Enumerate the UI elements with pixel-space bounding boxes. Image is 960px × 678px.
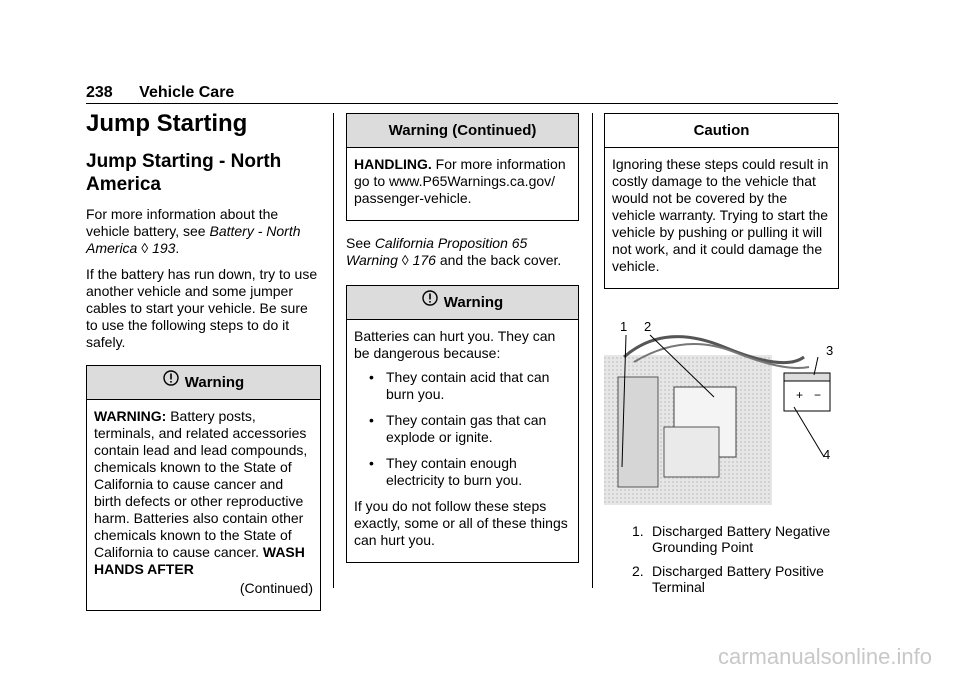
battery-illustration (604, 317, 839, 517)
see-reference (346, 235, 579, 269)
callout-4: 4 (823, 447, 831, 462)
caution-heading: Caution (605, 114, 838, 148)
watermark: carmanualsonline.info (717, 644, 932, 669)
see-text: See (346, 235, 375, 251)
list-item: • They contain enough electricity to burn you. (354, 455, 571, 489)
intro-paragraph (86, 206, 321, 257)
list-item (604, 523, 839, 555)
continued-heading: Warning (Continued) (347, 114, 578, 148)
warning-main-text: Battery posts, terminals, and related accessories contain lead and lead compounds, chemicals known to the State of California to cause cancer and birth defects or other reproductive harm. Batteries also contain other chemicals known to the State of California to cause cancer. (94, 408, 308, 560)
batteries-warning-body (347, 320, 578, 562)
section-heading: Jump Starting - North America (86, 151, 282, 195)
warning-body (87, 400, 320, 610)
page-ref-arrow: ◊ (141, 240, 149, 256)
batteries-warning-heading (347, 286, 578, 320)
page-title: Jump Starting (86, 110, 248, 137)
list-item: • They contain acid that can burn you. (354, 369, 571, 403)
legend-number: 1. (632, 523, 644, 539)
battery-link[interactable]: Battery - North America (86, 223, 301, 256)
legend-text: Discharged Battery Negative Grounding Point (652, 523, 831, 555)
intro-period: . (175, 240, 180, 256)
header-rule (86, 103, 838, 104)
callout-2: 2 (644, 319, 652, 334)
warning-heading-text: Warning (184, 374, 245, 391)
legend-number: 2. (632, 563, 644, 579)
continued-main-text: For more information go to www.P65Warnings.ca.gov/ passenger-vehicle. (354, 156, 566, 206)
page-ref-193[interactable]: 193 (152, 240, 176, 256)
batteries-intro: Batteries can hurt you. They can be dangerous because: (354, 328, 556, 361)
warning-text (94, 408, 313, 578)
svg-text:+: + (796, 388, 804, 402)
running-header (86, 84, 234, 102)
svg-text:−: − (814, 388, 822, 402)
continued-text (354, 156, 571, 207)
see-post-text: and the back cover. (435, 252, 562, 268)
caution-box (604, 113, 839, 289)
continued-body (347, 148, 578, 220)
prop65-link[interactable]: California Proposition 65 Warning (346, 235, 528, 268)
column-1 (86, 110, 321, 611)
callout-1: 1 (620, 319, 628, 334)
warning-box-continued (346, 113, 579, 221)
continued-label: (Continued) (239, 580, 313, 596)
figure-legend (604, 523, 839, 595)
column-2 (346, 113, 579, 563)
continued-lead: HANDLING. (354, 156, 432, 172)
safety-paragraph: If the battery has run down, try to use another vehicle and some jumper cables to start your vehicle. Be sure to use the following steps to do it safely. (86, 266, 318, 350)
column-3 (604, 113, 839, 603)
page-ref-176[interactable]: 176 (412, 252, 436, 268)
warning-icon (163, 365, 179, 398)
caution-text: Ignoring these steps could result in costly damage to the vehicle that would not be covered by the vehicle warranty. Trying to start the vehicle by pushing or pulling it will not work, and it could damage the vehicle. (612, 156, 829, 274)
batteries-outro: If you do not follow these steps exactly, some or all of these things can hurt you. (354, 498, 568, 548)
legend-text: Discharged Battery Positive Terminal (652, 563, 824, 595)
warning-box-batteries (346, 285, 579, 563)
caution-body (605, 148, 838, 288)
column-divider-2 (592, 113, 593, 588)
intro-text: For more information about the vehicle battery, see (86, 206, 279, 239)
section-title: Vehicle Care (139, 84, 235, 101)
column-divider-1 (333, 113, 334, 588)
danger-list (354, 369, 571, 489)
engine-bay-illustration (604, 317, 839, 517)
warning-lead: WARNING: (94, 408, 167, 424)
warning-tail: WASH HANDS AFTER (94, 544, 305, 577)
batteries-heading-text: Warning (443, 294, 504, 311)
list-item (604, 563, 839, 595)
page-ref-arrow: ◊ (401, 252, 409, 268)
callout-3: 3 (826, 343, 834, 358)
warning-icon (422, 285, 438, 318)
list-item: • They contain gas that can explode or ignite. (354, 412, 571, 446)
warning-box-lead (86, 365, 321, 611)
warning-heading (87, 366, 320, 400)
page-number: 238 (86, 84, 113, 101)
